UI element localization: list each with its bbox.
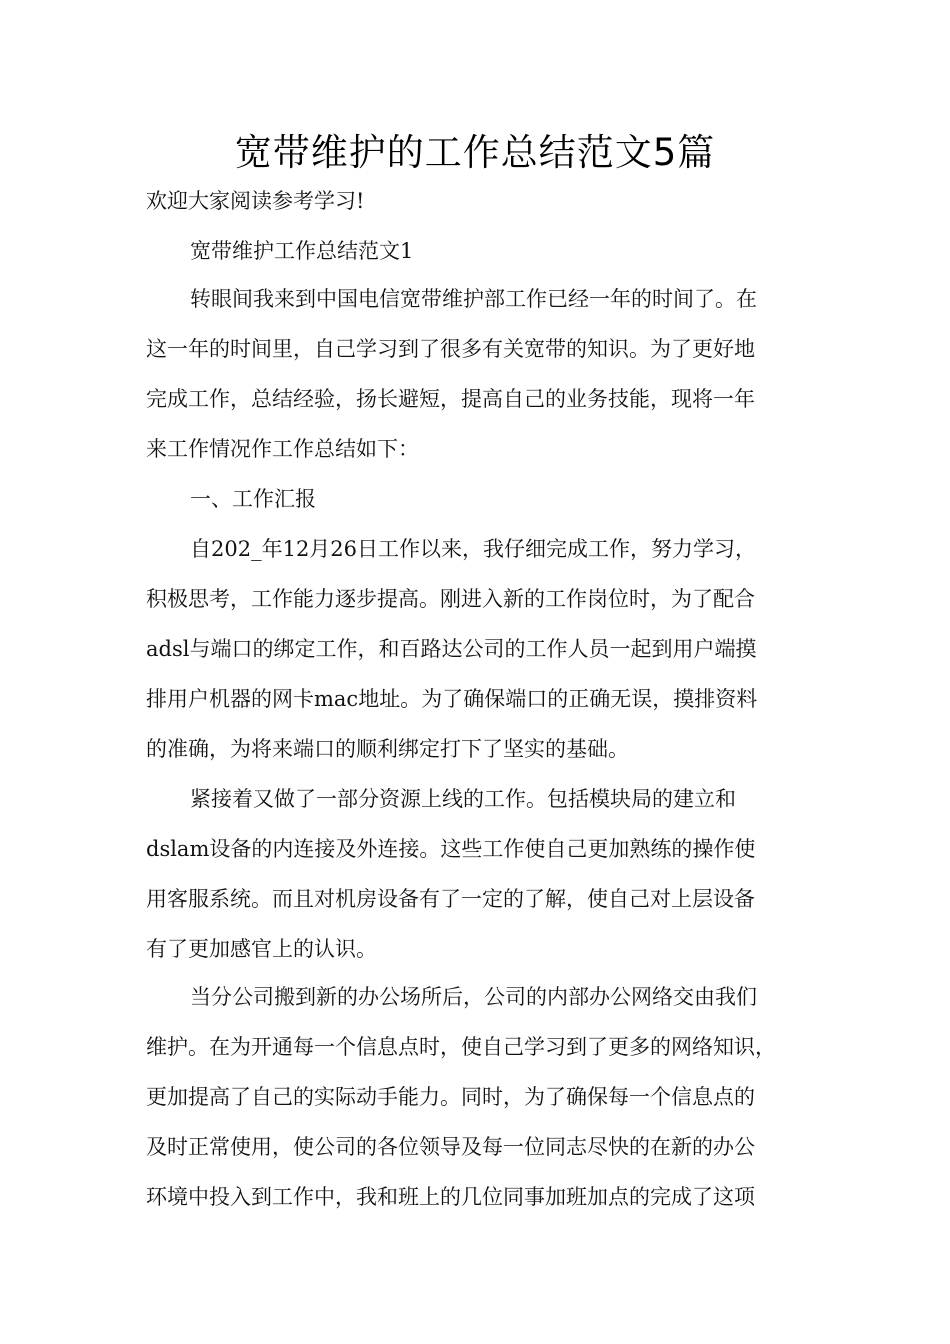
paragraph-line: 来工作情况作工作总结如下： [146, 437, 419, 461]
subtitle-text: 宽带维护工作总结范文1 [190, 239, 414, 263]
paragraph-line: 有了更加感官上的认识。 [146, 937, 377, 961]
paragraph-line: 紧接着又做了一部分资源上线的工作。包括模块局的建立和 [190, 787, 736, 811]
paragraph-line: 用客服系统。而且对机房设备有了一定的了解，使自己对上层设备 [146, 887, 755, 911]
paragraph-line: 完成工作，总结经验，扬长避短，提高自己的业务技能，现将一年 [146, 387, 755, 411]
section-heading: 一、工作汇报 [190, 487, 316, 511]
paragraph-line: dslam设备的内连接及外连接。这些工作使自己更加熟练的操作使 [146, 837, 756, 861]
paragraph-2-heading [146, 474, 810, 524]
intro-line [146, 176, 810, 226]
paragraph-line: 自202_年12月26日工作以来，我仔细完成工作，努力学习， [190, 537, 757, 561]
paragraph-line: 及时正常使用，使公司的各位领导及每一位同志尽快的在新的办公 [146, 1135, 755, 1159]
paragraph-5 [146, 972, 810, 1222]
paragraph-line: 更加提高了自己的实际动手能力。同时，为了确保每一个信息点的 [146, 1085, 755, 1109]
paragraph-line: 排用户机器的网卡mac地址。为了确保端口的正确无误，摸排资料 [146, 687, 758, 711]
paragraph-3 [146, 524, 810, 774]
paragraph-line: 当分公司搬到新的办公场所后，公司的内部办公网络交由我们 [190, 985, 757, 1009]
paragraph-4 [146, 774, 810, 974]
document-title: 宽带维护的工作总结范文5篇 [234, 131, 716, 174]
intro-text: 欢迎大家阅读参考学习! [146, 189, 365, 213]
paragraph-line: adsl与端口的绑定工作，和百路达公司的工作人员一起到用户端摸 [146, 637, 757, 661]
paragraph-line: 环境中投入到工作中，我和班上的几位同事加班加点的完成了这项 [146, 1185, 755, 1209]
paragraph-line: 积极思考，工作能力逐步提高。刚进入新的工作岗位时，为了配合 [146, 587, 755, 611]
paragraph-line: 维护。在为开通每一个信息点时，使自己学习到了更多的网络知识， [146, 1035, 776, 1059]
paragraph-1 [146, 274, 810, 474]
paragraph-line: 这一年的时间里，自己学习到了很多有关宽带的知识。为了更好地 [146, 337, 755, 361]
paragraph-line: 转眼间我来到中国电信宽带维护部工作已经一年的时间了。在 [190, 287, 757, 311]
section-subtitle [146, 226, 810, 276]
paragraph-line: 的准确，为将来端口的顺利绑定打下了坚实的基础。 [146, 737, 629, 761]
